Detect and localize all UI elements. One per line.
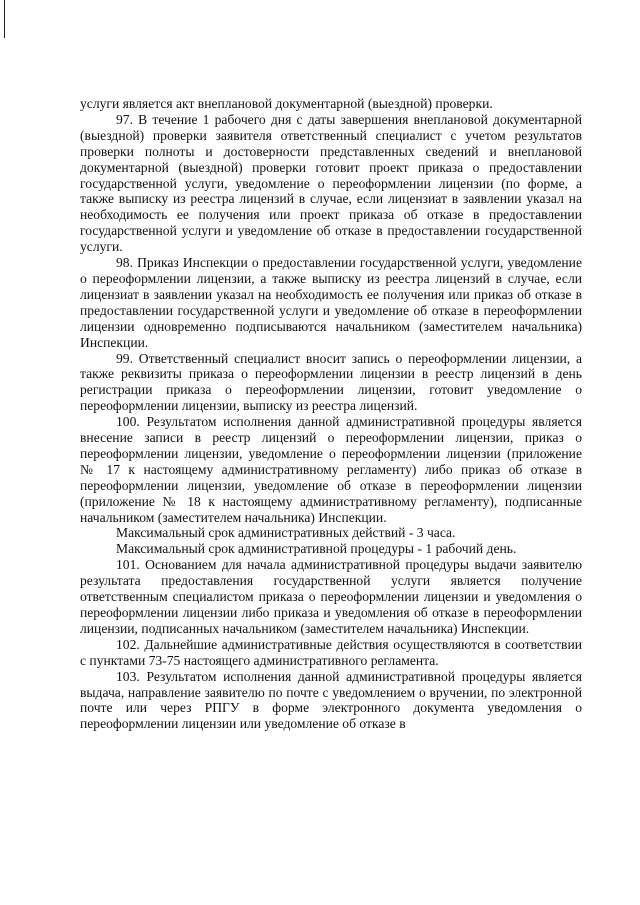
paragraph-99: 99. Ответственный специалист вносит запись о переоформлении лицензии, а также реквизиты приказа о переоформлении лицензии в реестр лицензий в день регистрации приказа о переоформлении лицензии, готовит уведомление о переоформлении лицензии, выписку из реестра лицензий.: [80, 350, 582, 414]
paragraph-97: 97. В течение 1 рабочего дня с даты завершения внеплановой документарной (выездной) проверки заявителя ответственный специалист с учетом результатов проверки полноты и достоверности представленных сведений и внеплановой документарной (выездной) проверки готовит проект приказа о предоставлении государственной услуги, уведомление о переоформлении лицензии (по форме, а также выписку из реестра лицензий в случае, если лицензиат в заявлении указал на необходимость ее получения или проект приказа об отказе в предоставлении государственной услуги и уведомление об отказе в предоставлении государственной услуги.: [80, 111, 582, 255]
paragraph-continuation: услуги является акт внеплановой документарной (выездной) проверки.: [80, 96, 493, 111]
paragraph-101: 101. Основанием для начала административной процедуры выдачи заявителю результата предоставления государственной услуги является получение ответственным специалистом приказа о переоформлении лицензии и уведомления о переоформлении лицензии либо приказа и уведомления об отказе в переоформлении лицензии, подписанных начальником (заместителем начальника) Инспекции.: [80, 557, 582, 636]
paragraph-100: 100. Результатом исполнения данной административной процедуры является внесение записи в реестр лицензий о переоформлении лицензии, приказ о переоформлении лицензии, уведомление о переоформлении лицензии (приложение № 17 к настоящему административному регламенту) либо приказ об отказе в переоформлении лицензии, уведомление об отказе в переоформлении лицензии (приложение № 18 к настоящему административному регламенту), подписанные начальником (заместителем начальника) Инспекции.: [80, 414, 582, 525]
page-edge-mark: [4, 0, 5, 38]
paragraph-98: 98. Приказ Инспекции о предоставлении государственной услуги, уведомление о переоформлении лицензии, а также выписку из реестра лицензий в случае, если лицензиат в заявлении указал на необходимость ее получения или приказ об отказе в предоставлении государственной услуги и уведомление об отказе в переоформлении лицензии одновременно подписываются начальником (заместителем начальника) Инспекции.: [80, 255, 582, 350]
paragraph-max-actions-time: Максимальный срок административных действий - 3 часа.: [116, 525, 456, 541]
paragraph-102: 102. Дальнейшие административные действия осуществляются в соответствии с пунктами 73-75 настоящего административного регламента.: [80, 636, 582, 668]
paragraph-103: 103. Результатом исполнения данной административной процедуры является выдача, направление заявителю по почте с уведомлением о вручении, по электронной почте или через РПГУ в форме электронного документа уведомления о переоформлении лицензии или уведомление об отказе в: [80, 668, 582, 732]
paragraph-max-procedure-time: Максимальный срок административной процедуры - 1 рабочий день.: [116, 541, 517, 557]
document-page: [80, 96, 582, 732]
